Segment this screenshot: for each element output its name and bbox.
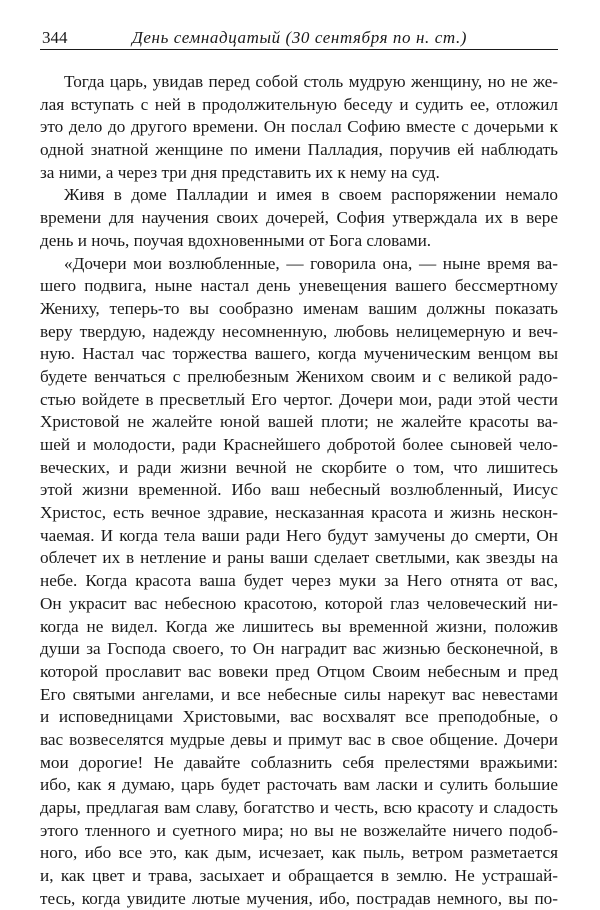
text-line: облечет их в нетление и раны ваши сделает светлыми, как звезды на (40, 548, 558, 568)
text-line: стью войдете в пресветлый Его чертог. Дочери мои, ради этой чести (40, 389, 558, 409)
text-line: когда не видел. Когда же лишитесь вы временной жизни, положив (40, 616, 558, 636)
text-line: это дело до другого времени. Он послал Софию вместе с дочерьми к (40, 117, 558, 137)
running-header (40, 23, 558, 50)
text-line: будете венчаться с прелюбезным Женихом своим и с великой радо- (40, 366, 558, 386)
text-line: одной знатной женщине по имени Палладия, поручив ей наблюдать (40, 140, 558, 160)
text-line: мои дорогие! Не давайте соблазнить себя прелестями вражьими: (40, 752, 558, 772)
text-line: шего подвига, ныне настал день уневещения вашего бессмертному (40, 276, 558, 296)
text-line: ного, ибо все это, как дым, исчезает, как пыль, ветром разметается (40, 843, 558, 863)
text-line: Жениху, теперь-то вы сообразно именам вашим должны показать (40, 298, 558, 318)
text-line: вас возвеселятся мудрые девы и примут вас в свое общение. Дочери (40, 729, 558, 749)
text-line: за ними, а через три дня представить их к нему на суд. (40, 162, 440, 182)
text-line: веческих, и ради жизни вечной не скорбите о том, что лишитесь (40, 457, 558, 477)
text-line: Живя в доме Палладии и имея в своем распоряжении немало (64, 185, 558, 205)
text-line: дары, предлагая вам славу, богатство и честь, всю красоту и сладость (40, 798, 558, 817)
body-text (40, 71, 558, 910)
text-line: Он украсит вас небесною красотою, которой глаз человеческий ни- (40, 593, 558, 613)
text-line: Христос, есть вечное здравие, несказанная красота и жизнь нескон- (40, 503, 558, 523)
text-line: Его святыми ангелами, и все небесные силы нарекут вас невестами (40, 684, 558, 704)
text-line: ную. Настал час торжества вашего, когда мученическим венцом вы (40, 344, 558, 364)
text-line: день и ночь, поучая вдохновенными от Бога словами. (40, 230, 432, 250)
text-line: и исповедницами Христовыми, вас восхвалят все преподобные, о (40, 707, 558, 727)
text-line: которой прославит вас вовеки пред Отцом Своим небесным и пред (40, 661, 558, 681)
text-line: чаемая. И когда тела ваши ради Него будут замучены до смерти, Он (40, 525, 558, 545)
text-line: души за Господа своего, то Он наградит вас жизнью бесконечной, в (40, 639, 558, 659)
text-line: шей и молодости, ради Краснейшего добротой более сыновей чело- (40, 435, 558, 454)
text-line: лая вступать с ней в продолжительную беседу и судить ее, отложил (40, 94, 558, 114)
text-line: тесь, когда увидите лютые мучения, ибо, пострадав немного, вы по- (40, 888, 558, 908)
text-line: Тогда царь, увидав перед собой столь мудрую женщину, но не же- (64, 72, 558, 91)
text-line: этого тленного и суетного мира; но вы не возжелайте ничего подоб- (40, 820, 558, 840)
text-line: Христовой не жалейте юной вашей плоти; не жалейте красоты ва- (40, 412, 558, 432)
page-number: 344 (42, 28, 68, 47)
text-line: небе. Когда красота ваша будет через муки за Него отнята от вас, (40, 571, 558, 591)
book-page (40, 0, 558, 908)
text-line: времени для научения своих дочерей, София утверждала их в вере (40, 208, 558, 228)
text-line: ибо, как я думаю, царь будет расточать вам ласки и сулить большие (40, 775, 558, 795)
running-title: День семнадцатый (30 сентября по н. ст.) (132, 28, 468, 47)
text-line: «Дочери мои возлюбленные, — говорила она, — ныне время ва- (64, 253, 558, 273)
text-line: и, как цвет и трава, засыхает и обращается в землю. Не устрашай- (40, 866, 558, 886)
text-line: этой жизни временной. Ибо ваш небесный возлюбленный, Иисус (40, 480, 558, 500)
text-line: веру твердую, надежду несомненную, любовь нелицемерную и веч- (40, 321, 558, 341)
